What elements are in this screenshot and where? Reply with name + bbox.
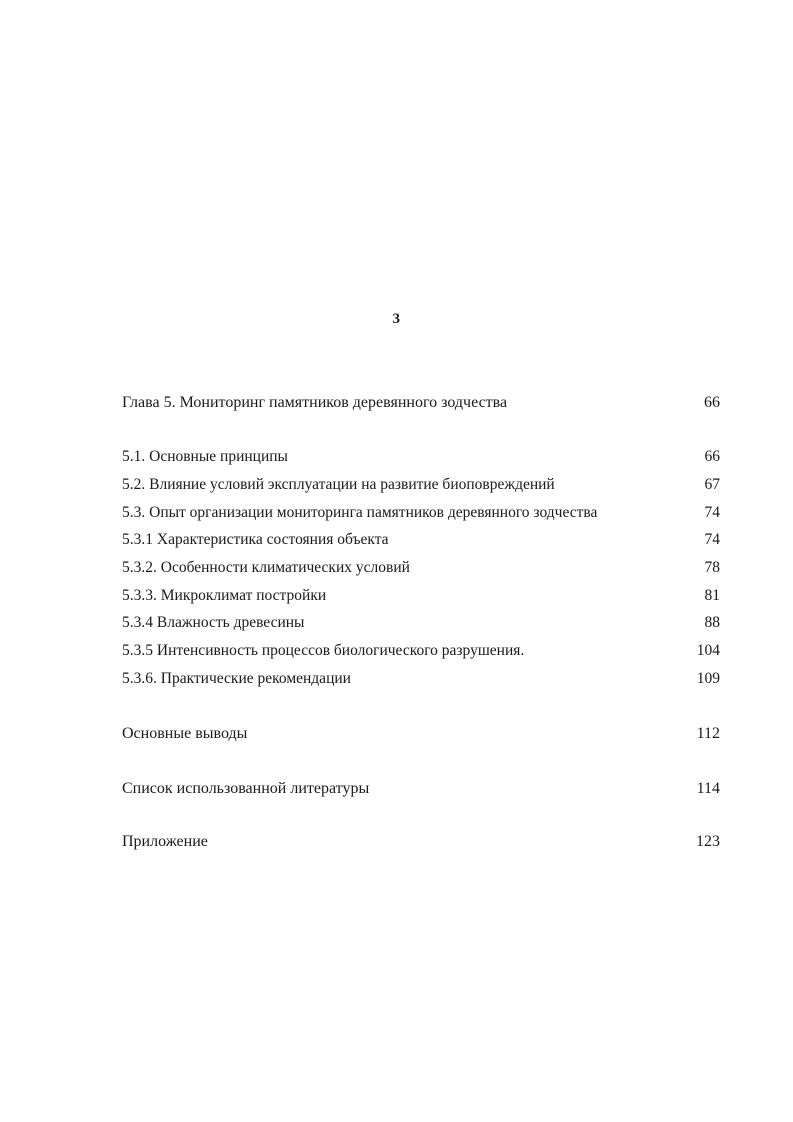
toc-entry-label: 5.3.2. Особенности климатических условий [122,559,410,576]
toc-entry-5-2 [122,474,722,496]
toc-entry-5-3 [122,502,722,524]
toc-entry-label: 5.3.4 Влажность древесины [122,614,305,631]
toc-entry-5-3-3 [122,585,722,607]
toc-entry-label: Приложение [122,833,208,850]
toc-entry-page: 74 [704,531,720,548]
toc-entry-page: 81 [704,587,720,604]
toc-entry-label: 5.3.1 Характеристика состояния объекта [122,531,389,548]
toc-entry-5-3-5 [122,640,722,662]
toc-entry-page: 66 [704,394,720,411]
toc-entry-page: 67 [704,476,720,493]
toc-entry-page: 112 [696,725,720,742]
toc-entry-label: 5.2. Влияние условий эксплуатации на развитие биоповреждений [122,476,555,493]
toc-entry-label: Глава 5. Мониторинг памятников деревянного зодчества [122,394,508,411]
toc-entry-5-3-2 [122,557,722,579]
toc-entry-page: 104 [696,642,720,659]
toc-entry-label: 5.3.5 Интенсивность процессов биологического разрушения. [122,642,525,659]
toc-entry-appendix [122,831,722,853]
toc-entry-label: 5.3. Опыт организации мониторинга памятников деревянного зодчества [122,504,598,521]
toc-entry-conclusions [122,723,722,745]
toc-entry-page: 114 [696,780,720,797]
toc-entry-5-3-4 [122,612,722,634]
toc-entry-page: 109 [696,670,720,687]
toc-entry-label: 5.3.6. Практические рекомендации [122,670,351,687]
toc-entry-label: Основные выводы [122,725,248,742]
toc-entry-label: 5.3.3. Микроклимат постройки [122,587,327,604]
toc-entry-5-3-6 [122,668,722,690]
page-number: 3 [392,311,401,327]
toc-entry-5-3-1 [122,529,722,551]
toc-entry-5-1 [122,446,722,468]
toc-entry-label: Список использованной литературы [122,780,370,797]
toc-entry-references [122,778,722,800]
toc-entry-page: 88 [704,614,720,631]
toc-entry-chapter-5 [122,392,722,414]
toc-entry-page: 78 [704,559,720,576]
toc-entry-page: 66 [704,448,720,465]
toc-entry-page: 74 [704,504,720,521]
toc-entry-label: 5.1. Основные принципы [122,448,288,465]
toc-entry-page: 123 [696,833,720,850]
